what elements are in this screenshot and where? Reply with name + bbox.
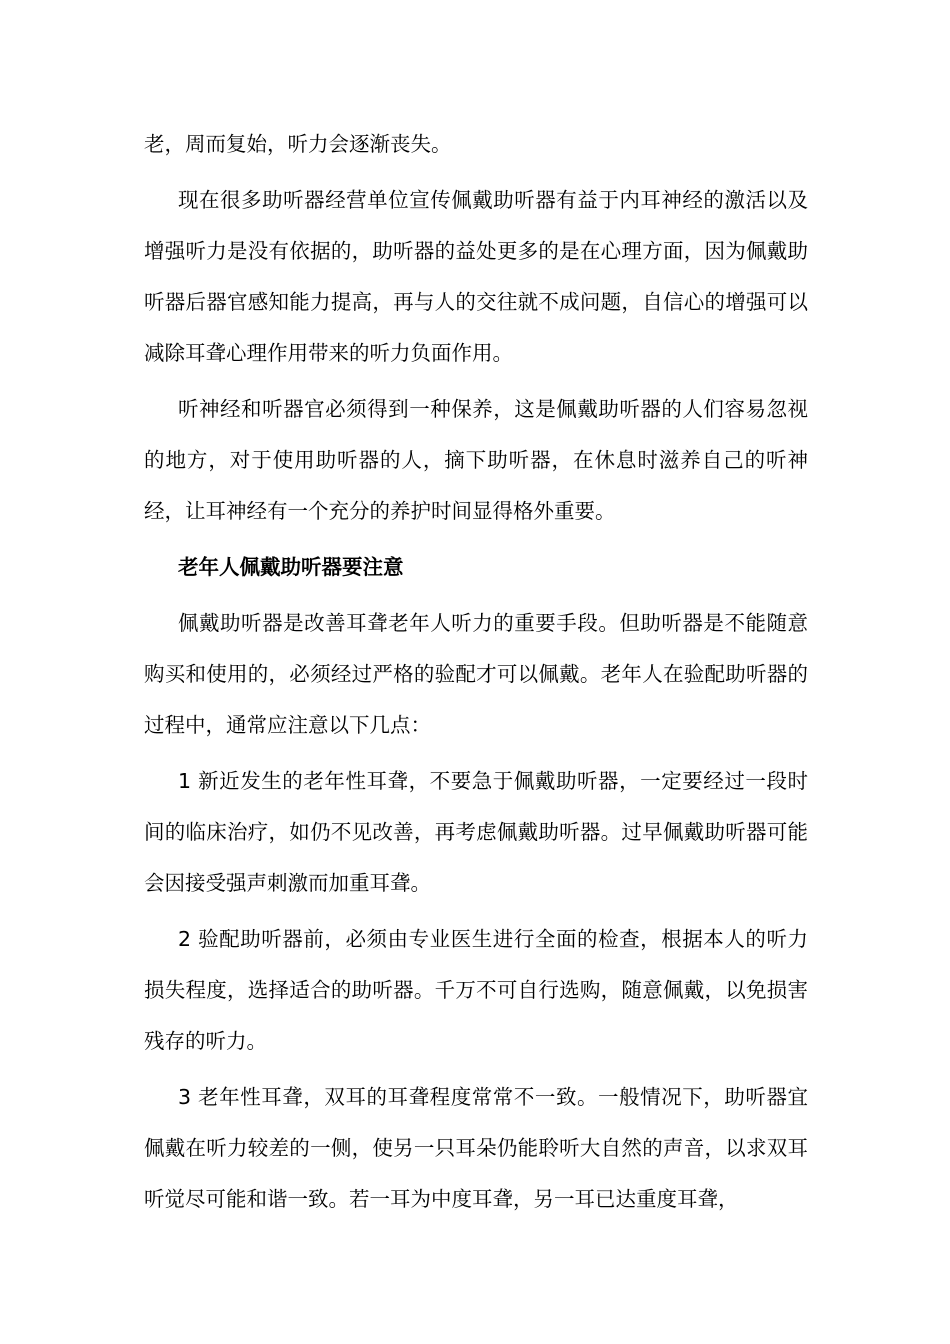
paragraph-intro: 佩戴助听器是改善耳聋老年人听力的重要手段。但助听器是不能随意购买和使用的，必须经过严格的验配才可以佩戴。老年人在验配助听器的过程中，通常应注意以下几点：	[144, 611, 808, 737]
section-heading: 老年人佩戴助听器要注意	[178, 555, 404, 579]
paragraph-nerve-care: 听神经和听器官必须得到一种保养，这是佩戴助听器的人们容易忽视的地方，对于使用助听器的人，摘下助听器，在休息时滋养自己的听神经，让耳神经有一个充分的养护时间显得格外重要。	[144, 397, 808, 523]
list-item-2: 2 验配助听器前，必须由专业医生进行全面的检查，根据本人的听力损失程度，选择适合的助听器。千万不可自行选购，随意佩戴，以免损害残存的听力。	[144, 927, 808, 1053]
list-item-1: 1 新近发生的老年性耳聋，不要急于佩戴助听器，一定要经过一段时间的临床治疗，如仍不见改善，再考虑佩戴助听器。过早佩戴助听器可能会因接受强声刺激而加重耳聋。	[144, 769, 808, 895]
document-body	[144, 119, 808, 1230]
paragraph-continuation: 老，周而复始，听力会逐渐丧失。	[144, 132, 452, 156]
list-item-3: 3 老年性耳聋，双耳的耳聋程度常常不一致。一般情况下，助听器宜佩戴在听力较差的一侧，使另一只耳朵仍能聆听大自然的声音，以求双耳听觉尽可能和谐一致。若一耳为中度耳聋，另一耳已达重度耳聋，	[144, 1085, 808, 1211]
paragraph-hearing-aid-benefits: 现在很多助听器经营单位宣传佩戴助听器有益于内耳神经的激活以及增强听力是没有依据的，助听器的益处更多的是在心理方面，因为佩戴助听器后器官感知能力提高，再与人的交往就不成问题，自信心的增强可以减除耳聋心理作用带来的听力负面作用。	[144, 188, 808, 365]
